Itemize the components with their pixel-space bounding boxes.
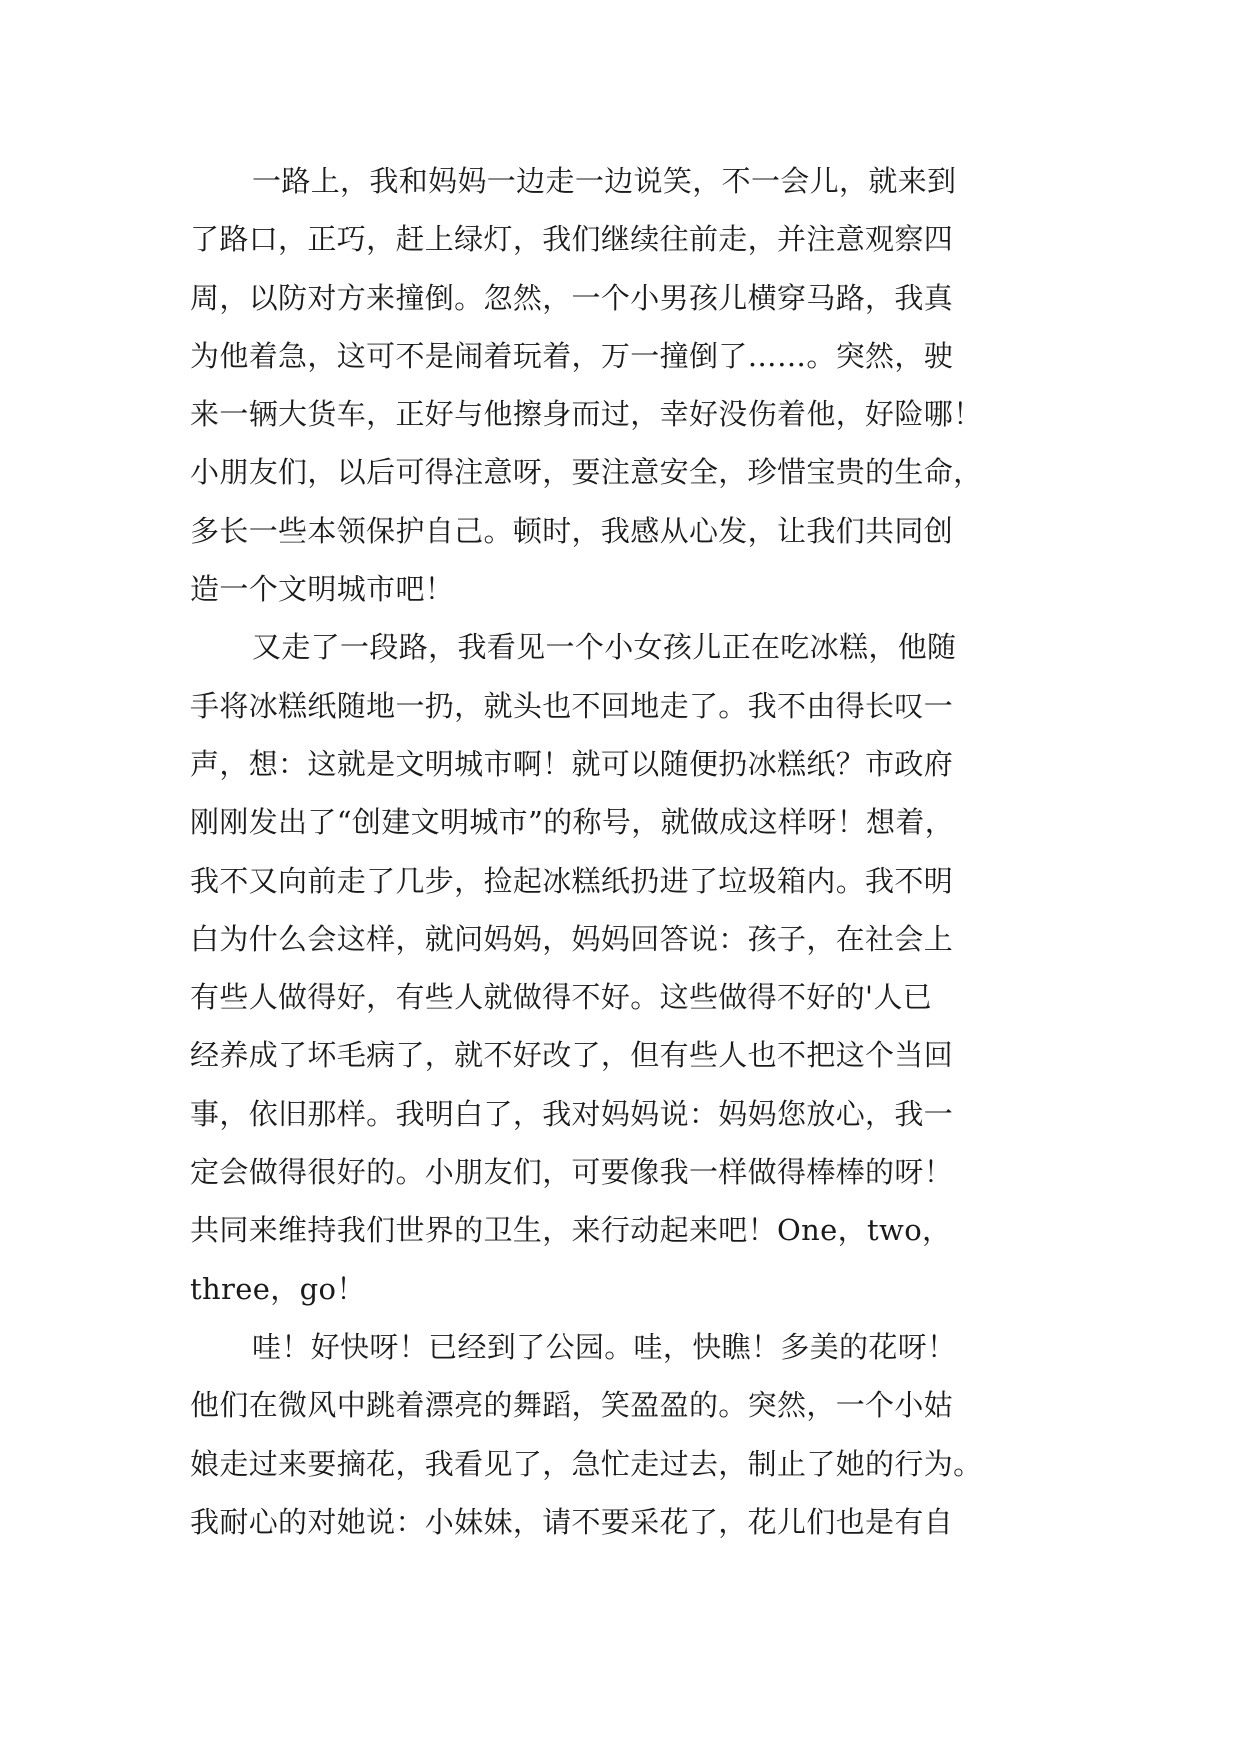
text-line: 我耐心的对她说：小妹妹，请不要采花了，花儿们也是有自 — [190, 1504, 954, 1539]
text-line: 又走了一段路，我看见一个小女孩儿正在吃冰糕，他随 — [252, 630, 957, 665]
paragraph-2 — [190, 618, 1062, 1318]
text-line: 娘走过来要摘花，我看见了，急忙走过去，制止了她的行为。 — [190, 1446, 983, 1481]
text-line: 白为什么会这样，就问妈妈，妈妈回答说：孩子，在社会上 — [190, 921, 954, 956]
text-line: 声，想：这就是文明城市啊！就可以随便扔冰糕纸？市政府 — [190, 746, 954, 781]
text-line: 了路口，正巧，赶上绿灯，我们继续往前走，并注意观察四 — [190, 222, 954, 257]
text-line: 造一个文明城市吧！ — [190, 572, 455, 607]
text-line: 小朋友们，以后可得注意呀，要注意安全，珍惜宝贵的生命， — [190, 455, 983, 490]
text-line: 共同来维持我们世界的卫生，来行动起来吧！One，two， — [190, 1213, 952, 1248]
text-line: 多长一些本领保护自己。顿时，我感从心发，让我们共同创 — [190, 513, 954, 548]
text-line: 我不又向前走了几步，捡起冰糕纸扔进了垃圾箱内。我不明 — [190, 863, 954, 898]
text-line: 为他着急，这可不是闹着玩着，万一撞倒了……。突然，驶 — [190, 338, 954, 373]
text-line: 经养成了坏毛病了，就不好改了，但有些人也不把这个当回 — [190, 1038, 954, 1073]
paragraph-3 — [190, 1318, 1062, 1551]
text-line: 手将冰糕纸随地一扔，就头也不回地走了。我不由得长叹一 — [190, 688, 954, 723]
text-line: 事，依旧那样。我明白了，我对妈妈说：妈妈您放心，我一 — [190, 1096, 954, 1131]
text-line: 他们在微风中跳着漂亮的舞蹈，笑盈盈的。突然，一个小姑 — [190, 1388, 954, 1423]
text-line: 周，以防对方来撞倒。忽然，一个小男孩儿横穿马路，我真 — [190, 280, 954, 315]
text-line: 刚刚发出了“创建文明城市”的称号，就做成这样呀！想着， — [190, 805, 955, 840]
text-line: 哇！好快呀！已经到了公园。哇，快瞧！多美的花呀！ — [252, 1329, 957, 1364]
paragraph-1 — [190, 152, 1062, 618]
text-line: three，go！ — [190, 1271, 366, 1306]
text-line: 来一辆大货车，正好与他擦身而过，幸好没伤着他，好险哪！ — [190, 397, 983, 432]
text-line: 定会做得很好的。小朋友们，可要像我一样做得棒棒的呀！ — [190, 1155, 954, 1190]
body-text — [190, 152, 1062, 1551]
text-line: 一路上，我和妈妈一边走一边说笑，不一会儿，就来到 — [252, 164, 957, 198]
text-line: 有些人做得好，有些人就做得不好。这些做得不好的'人已 — [190, 980, 933, 1015]
